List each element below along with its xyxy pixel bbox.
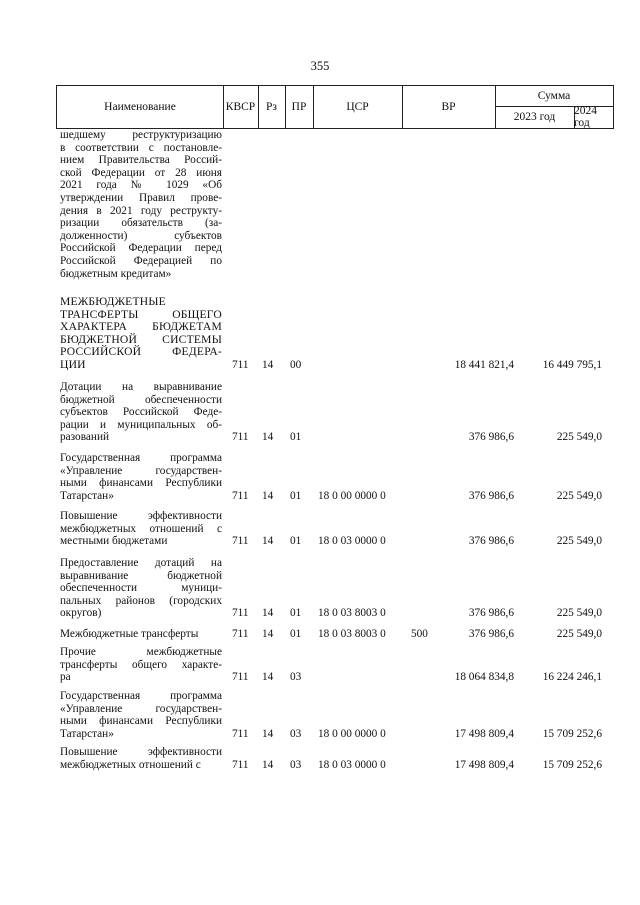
row-sum-2023: 17 498 809,4 — [454, 727, 514, 740]
row-kvsr: 711 — [232, 727, 249, 740]
row-rz: 14 — [262, 359, 274, 371]
row-name-line: ХАРАКТЕРА БЮДЖЕТАМ — [60, 320, 222, 334]
row-name-line: Российской Федерации перед — [60, 242, 222, 255]
row-name-line: Повышение эффективности — [60, 746, 222, 758]
table-row — [56, 628, 614, 641]
row-sum-2024: 225 549,0 — [556, 535, 602, 548]
table-row — [56, 452, 614, 502]
row-pr: 01 — [290, 628, 302, 640]
row-name-line: 2021 года № 1029 «Об — [60, 179, 222, 192]
row-pr: 01 — [290, 489, 302, 502]
row-name-line: «Управление государствен- — [60, 702, 222, 715]
row-name — [60, 129, 222, 280]
row-csr: 18 0 03 8003 0 — [318, 628, 386, 640]
row-name-line: ской Федерации от 28 июня — [60, 166, 222, 179]
row-name-line: Государственная программа — [60, 452, 222, 464]
row-name-line: межбюджетных отношений с — [60, 758, 201, 771]
table-row — [56, 381, 614, 444]
row-name — [60, 628, 222, 641]
header-year-2024: 2024 год — [574, 105, 597, 129]
row-sum-2023: 376 986,6 — [468, 489, 514, 502]
header-vr-label: ВР — [441, 101, 456, 113]
page-number: 355 — [310, 59, 330, 73]
row-kvsr: 711 — [232, 628, 249, 640]
row-name-line: БЮДЖЕТНОЙ СИСТЕМЫ — [60, 332, 222, 346]
row-name-line: РОССИЙСКОЙ ФЕДЕРА- — [60, 345, 222, 359]
row-name-line: ризации обязательств (за- — [60, 217, 222, 230]
header-name: Наименование — [57, 86, 224, 128]
row-sum-2024: 225 549,0 — [556, 628, 602, 640]
row-name-line: «Управление государствен- — [60, 464, 222, 477]
row-pr: 03 — [290, 671, 302, 684]
table-row — [56, 646, 614, 684]
row-kvsr: 711 — [232, 431, 249, 444]
row-vr: 500 — [411, 628, 428, 640]
row-pr: 03 — [290, 727, 302, 740]
row-name-line: пальных районов (городских — [60, 594, 222, 607]
row-name-line: Повышение эффективности — [60, 510, 222, 522]
row-name-line: шедшему реструктуризацию — [60, 129, 222, 141]
row-csr: 18 0 03 0000 0 — [318, 758, 386, 771]
row-sum-2023: 376 986,6 — [468, 431, 514, 444]
row-rz: 14 — [262, 758, 274, 771]
table-row — [56, 129, 614, 280]
row-sum-2023: 376 986,6 — [468, 607, 514, 620]
row-name-line: дения в 2021 году реструкту- — [60, 204, 222, 217]
table-row — [56, 557, 614, 620]
row-pr: 01 — [290, 431, 302, 444]
row-name-line: бюджетной обеспеченности — [60, 393, 222, 406]
row-sum-2024: 225 549,0 — [556, 489, 602, 502]
row-name-line: нием Правительства Россий- — [60, 154, 222, 167]
row-name-line: Прочие межбюджетные — [60, 646, 222, 658]
row-name-line: ТРАНСФЕРТЫ ОБЩЕГО — [60, 307, 222, 321]
row-name-line: субъектов Российской Феде- — [60, 406, 222, 419]
row-name-line: Межбюджетные трансферты — [60, 628, 199, 640]
row-name-line: межбюджетных отношений с — [60, 522, 222, 535]
row-csr: 18 0 03 8003 0 — [318, 607, 386, 620]
row-name-line: МЕЖБЮДЖЕТНЫЕ — [60, 295, 166, 308]
row-name-line: округов) — [60, 607, 102, 620]
row-kvsr: 711 — [232, 671, 249, 684]
row-name-line: Российской Федерацией по — [60, 254, 222, 267]
row-name-line: разований — [60, 431, 110, 444]
row-sum-2024: 225 549,0 — [556, 607, 602, 620]
row-name-line: бюджетным кредитам» — [60, 267, 172, 280]
table-row — [56, 510, 614, 548]
row-kvsr: 711 — [232, 359, 249, 371]
row-name — [60, 557, 222, 620]
row-rz: 14 — [262, 607, 274, 620]
row-name-line: трансферты общего характе- — [60, 658, 222, 671]
row-name — [60, 510, 222, 548]
row-name-line: Государственная программа — [60, 690, 222, 702]
row-pr: 00 — [290, 359, 302, 371]
row-name — [60, 646, 222, 684]
table-row — [56, 746, 614, 771]
row-kvsr: 711 — [232, 489, 249, 502]
row-name-line: ными финансами Республики — [60, 715, 222, 728]
row-rz: 14 — [262, 628, 274, 640]
row-rz: 14 — [262, 431, 274, 444]
row-rz: 14 — [262, 535, 274, 548]
row-name-line: Татарстан» — [60, 489, 114, 502]
row-rz: 14 — [262, 671, 274, 684]
table-header — [56, 85, 614, 129]
row-sum-2024: 16 224 246,1 — [542, 671, 602, 684]
row-sum-2023: 376 986,6 — [468, 535, 514, 548]
row-name-line: ными финансами Республики — [60, 477, 222, 490]
row-sum-2024: 16 449 795,1 — [542, 359, 602, 371]
header-year-2023: 2023 год — [495, 106, 575, 128]
row-name — [60, 381, 222, 444]
row-name-line: в соответствии с постановле- — [60, 141, 222, 154]
row-name-line: Предоставление дотаций на — [60, 557, 222, 569]
table-row — [56, 296, 614, 372]
row-name-line: ЦИИ — [60, 357, 86, 371]
row-name-line: рации и муниципальных об- — [60, 418, 222, 431]
row-sum-2023: 18 441 821,4 — [454, 359, 514, 371]
header-csr: ЦСР — [313, 86, 403, 128]
row-sum-2024: 15 709 252,6 — [542, 727, 602, 740]
row-pr: 01 — [290, 535, 302, 548]
row-sum-2023: 18 064 834,8 — [454, 671, 514, 684]
row-pr: 03 — [290, 758, 302, 771]
row-name-line: Татарстан» — [60, 727, 114, 740]
header-vr — [402, 86, 496, 128]
row-sum-2023: 17 498 809,4 — [454, 758, 514, 771]
header-rz: Рз — [258, 86, 286, 128]
row-name-line: выравнивание бюджетной — [60, 569, 222, 582]
header-kvsr: КВСР — [223, 86, 259, 128]
row-sum-2023: 376 986,6 — [468, 628, 514, 640]
row-name — [60, 296, 222, 372]
row-kvsr: 711 — [232, 535, 249, 548]
row-kvsr: 711 — [232, 607, 249, 620]
header-pr: ПР — [285, 86, 314, 128]
row-pr: 01 — [290, 607, 302, 620]
header-sum: Сумма — [495, 86, 613, 107]
row-csr: 18 0 03 0000 0 — [318, 535, 386, 548]
row-name-line: обеспеченности муници- — [60, 582, 222, 595]
row-csr: 18 0 00 0000 0 — [318, 727, 386, 740]
row-name-line: Дотации на выравнивание — [60, 381, 222, 393]
row-rz: 14 — [262, 727, 274, 740]
row-kvsr: 711 — [232, 758, 249, 771]
row-name-line: ра — [60, 671, 71, 684]
row-name — [60, 746, 222, 771]
row-name-line: местными бюджетами — [60, 535, 168, 548]
table-row — [56, 690, 614, 740]
row-csr: 18 0 00 0000 0 — [318, 489, 386, 502]
row-sum-2024: 225 549,0 — [556, 431, 602, 444]
row-name — [60, 452, 222, 502]
row-sum-2024: 15 709 252,6 — [542, 758, 602, 771]
row-rz: 14 — [262, 489, 274, 502]
row-name-line: долженности) субъектов — [60, 229, 222, 242]
row-name — [60, 690, 222, 740]
row-name-line: утверждении Правил прове- — [60, 191, 222, 204]
